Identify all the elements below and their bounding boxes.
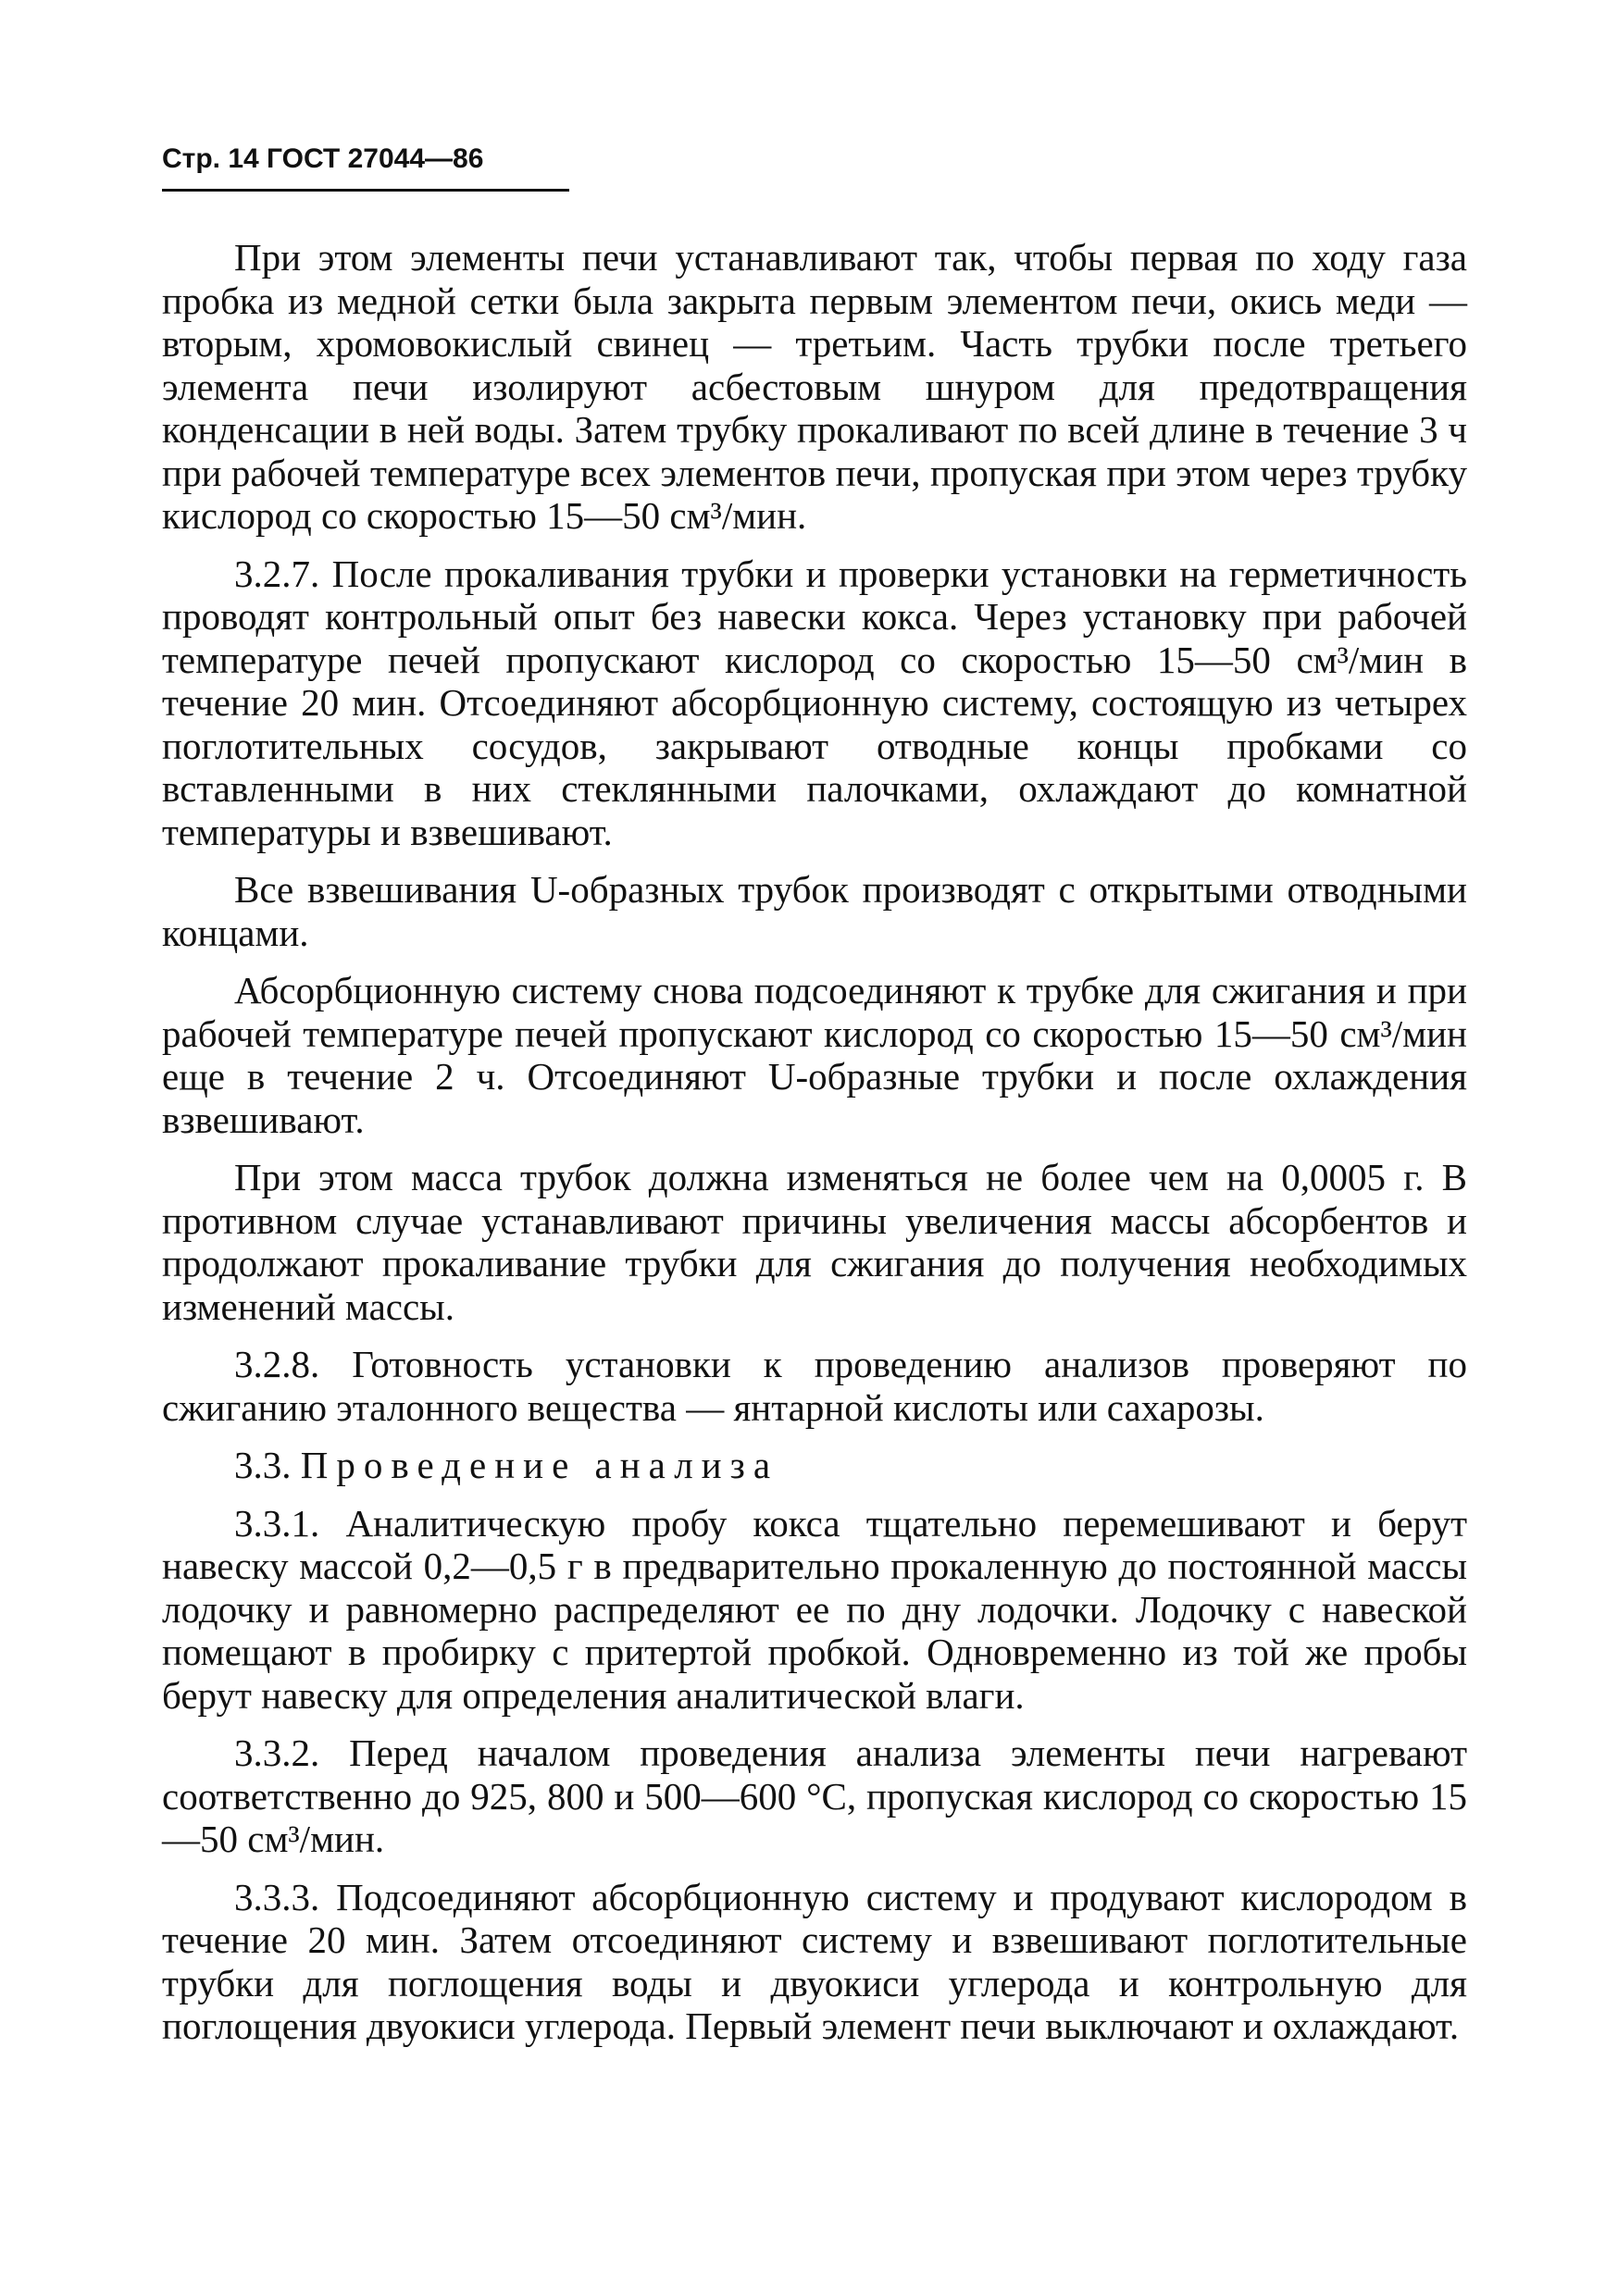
paragraph-weighing-note: Все взвешивания U-образных трубок производят с открытыми отводными концами. <box>162 868 1467 954</box>
paragraph-mass-tolerance: При этом масса трубок должна изменяться не более чем на 0,0005 г. В противном случае устанавливают причины увеличения массы абсорбентов и продолжают прокаливание трубки для сжигания до получения необходимых изменений массы. <box>162 1156 1467 1328</box>
page-label: Стр. 14 ГОСТ 27044—86 <box>162 143 484 174</box>
paragraph-3-3-1: 3.3.1. Аналитическую пробу кокса тщательно перемешивают и берут навеску массой 0,2—0,5 г в предварительно прокаленную до постоянной массы лодочку и равномерно распределяют ее по дну лодочки. Лодочку с навеской помещают в пробирку с притертой пробкой. Одновременно из той же пробы берут навеску для определения аналитической влаги. <box>162 1501 1467 1717</box>
section-number: 3.3. <box>234 1444 292 1486</box>
paragraph-3-3-2: 3.3.2. Перед началом проведения анализа элементы печи нагревают соответственно до 925, 800 и 500—600 °С, пропуская кислород со скоростью 15—50 см³/мин. <box>162 1731 1467 1860</box>
page-header <box>162 139 569 192</box>
section-heading-3-3 <box>162 1444 1467 1487</box>
paragraph-3-3-3: 3.3.3. Подсоединяют абсорбционную систему и продувают кислородом в течение 20 мин. Затем отсоединяют систему и взвешивают поглотительные трубки для поглощения воды и двуокиси углерода и контрольную для поглощения двуокиси углерода. Первый элемент печи выключают и охлаждают. <box>162 1875 1467 2047</box>
paragraph-reconnect-system: Абсорбционную систему снова подсоединяют к трубке для сжигания и при рабочей температуре печей пропускают кислород со скоростью 15—50 см³/мин еще в течение 2 ч. Отсоединяют U-образные трубки и после охлаждения взвешивают. <box>162 969 1467 1141</box>
section-title: Проведение анализа <box>300 1444 779 1486</box>
paragraph-furnace-setup: При этом элементы печи устанавливают так, чтобы первая по ходу газа пробка из медной сетки была закрыта первым элементом печи, окись меди — вторым, хромовокислый свинец — третьим. Часть трубки после третьего элемента печи изолируют асбестовым шнуром для предотвращения конденсации в ней воды. Затем трубку прокаливают по всей длине в течение 3 ч при рабочей температуре всех элементов печи, пропуская при этом через трубку кислород со скоростью 15—50 см³/мин. <box>162 236 1467 537</box>
paragraph-3-2-8: 3.2.8. Готовность установки к проведению анализов проверяют по сжиганию эталонного вещества — янтарной кислоты или сахарозы. <box>162 1343 1467 1429</box>
document-body <box>162 236 1467 2063</box>
paragraph-3-2-7: 3.2.7. После прокаливания трубки и проверки установки на герметичность проводят контрольный опыт без навески кокса. Через установку при рабочей температуре печей пропускают кислород со скоростью 15—50 см³/мин в течение 20 мин. Отсоединяют абсорбционную систему, состоящую из четырех поглотительных сосудов, закрывают отводные концы пробками со вставленными в них стеклянными палочками, охлаждают до комнатной температуры и взвешивают. <box>162 552 1467 853</box>
